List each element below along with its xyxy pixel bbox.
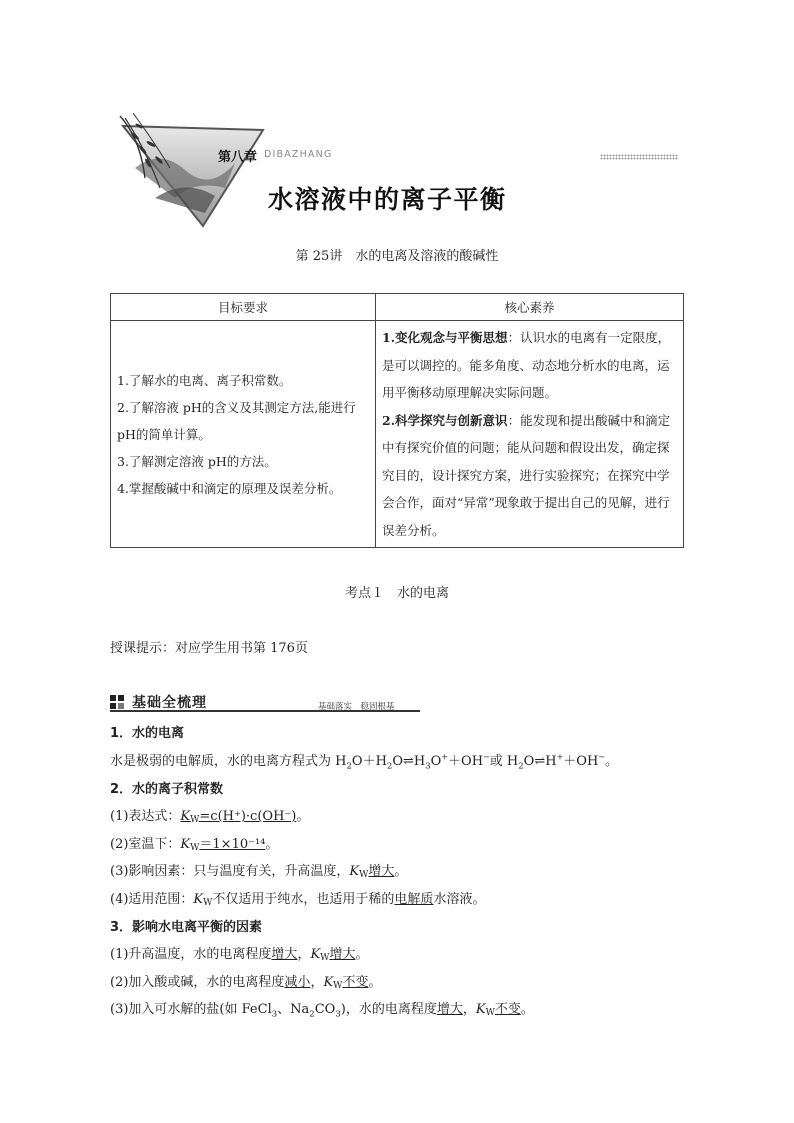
section-square-icon bbox=[110, 694, 124, 708]
chapter-pinyin: DIBAZHANG bbox=[264, 149, 333, 160]
literacy-cell bbox=[376, 321, 684, 548]
section-title: 基础全梳理 bbox=[132, 695, 207, 711]
literacy-text: ：能发现和提出酸碱中和滴定中有探究价值的问题；能从问题和假设出发，确定探究目的，设计探究方案，进行实验探究；在探究中学会合作，面对“异常”现象敢于提出自己的见解，进行误差分析。 bbox=[382, 412, 671, 538]
dotted-rule bbox=[600, 154, 678, 160]
literacy-text: ：认识水的电离有一定限度，是可以调控的。能多角度、动态地分析水的电离，运用平衡移动原理解决实际问题。 bbox=[382, 330, 671, 400]
goal-item: 3.了解测定溶液 pH的方法。 bbox=[117, 453, 277, 469]
chapter-label: 第八章 bbox=[218, 150, 258, 165]
kw-expression: (1)表达式：KW=c(H⁺)·c(OH⁻)。 bbox=[110, 809, 310, 825]
table-header-literacy: 核心素养 bbox=[376, 294, 684, 321]
heading-factors: 3．影响水电离平衡的因素 bbox=[110, 920, 263, 935]
section-rule bbox=[110, 710, 420, 712]
ionization-equation: 水是极弱的电解质，水的电离方程式为 $H_2O+H_2O\rightleftharpoons H_3O^++OH^-$或 $H_2O\rightleftharpoons H^++OH^-$。 bbox=[110, 752, 618, 772]
goals-cell bbox=[111, 321, 376, 548]
chapter-title: 水溶液中的离子平衡 bbox=[268, 185, 507, 214]
literacy-item bbox=[382, 407, 677, 545]
table-header-goals: 目标要求 bbox=[111, 294, 376, 321]
goal-item: 1.了解水的电离、离子积常数。 bbox=[117, 372, 292, 388]
literacy-lead: 2.科学探究与创新意识 bbox=[382, 412, 508, 428]
kw-room-temp: (2)室温下：KW＝1×10⁻¹⁴。 bbox=[110, 837, 279, 853]
literacy-item bbox=[382, 324, 677, 407]
factor-acid-base: (2)加入酸或碱，水的电离程度减小，KW不变。 bbox=[110, 975, 382, 991]
exam-point-title: 考点１ 水的电离 bbox=[344, 586, 449, 601]
kw-factors: (3)影响因素：只与温度有关，升高温度，KW增大。 bbox=[110, 864, 408, 880]
factor-temperature: (1)升高温度，水的电离程度增大，KW增大。 bbox=[110, 947, 369, 963]
section-subtitle: 基础落实 稳固根基 bbox=[318, 702, 395, 712]
goal-item: 2.了解溶液 pH的含义及其测定方法,能进行 pH的简单计算。 bbox=[117, 399, 356, 442]
kw-scope: (4)适用范围：KW不仅适用于纯水，也适用于稀的电解质水溶液。 bbox=[110, 892, 486, 908]
heading-water-ionization: 1．水的电离 bbox=[110, 726, 185, 741]
goal-item: 4.掌握酸碱中和滴定的原理及误差分析。 bbox=[117, 480, 342, 496]
chapter-illustration bbox=[115, 108, 265, 228]
heading-ion-product: 2．水的离子积常数 bbox=[110, 782, 224, 797]
goals-table bbox=[110, 293, 684, 548]
literacy-lead: 1.变化观念与平衡思想 bbox=[382, 330, 508, 345]
lecture-title: 第 25讲 水的电离及溶液的酸碱性 bbox=[295, 249, 499, 264]
factor-salt: (3)加入可水解的盐(如 FeCl$_3$、$Na_2CO_3$)，水的电离程度增大，KW不变。 bbox=[110, 1002, 534, 1020]
lecture-hint: 授课提示：对应学生用书第 176页 bbox=[110, 641, 308, 656]
